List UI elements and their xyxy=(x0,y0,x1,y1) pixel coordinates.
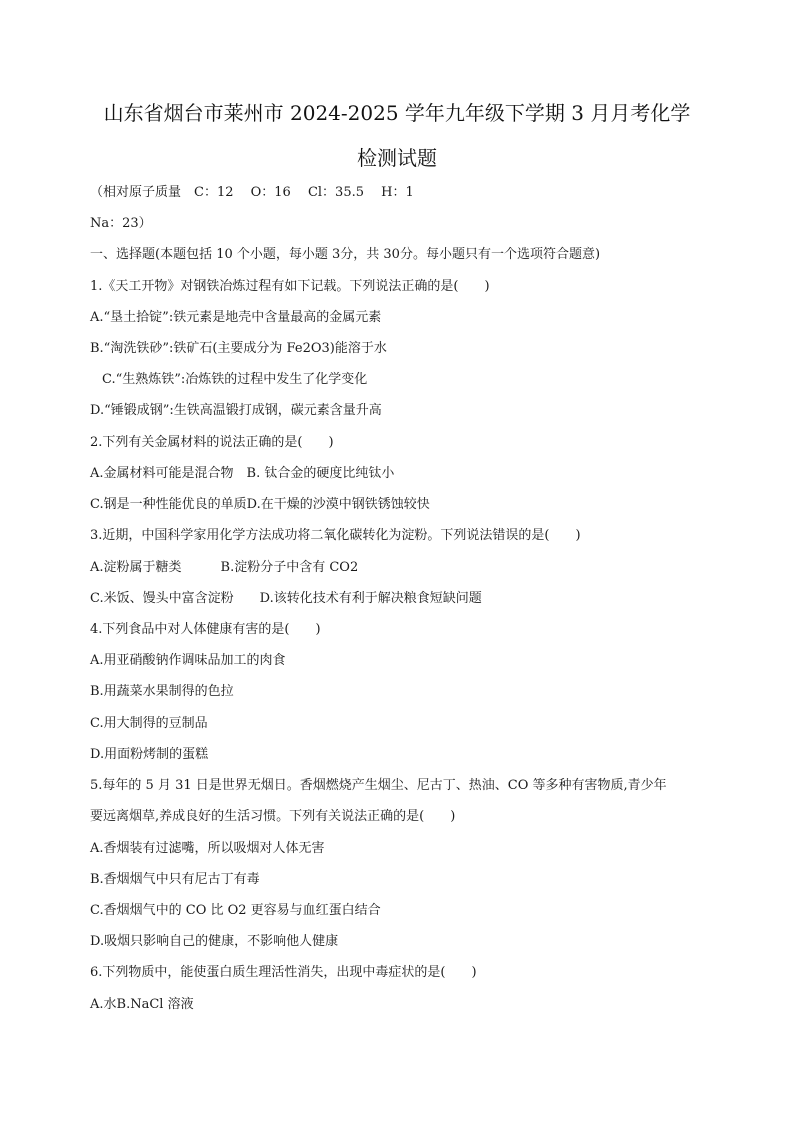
question-2-stem: 2.下列有关金属材料的说法正确的是( ) xyxy=(90,435,334,450)
question-3-stem: 3.近期，中国科学家用化学方法成功将二氧化碳转化为淀粉。下列说法错误的是( ) xyxy=(90,528,581,543)
section-heading: 一、选择题(本题包括 10 个小题，每小题 3分，共 30分。每小题只有一个选项符合题意) xyxy=(90,247,601,262)
question-1-option-c: C.“生熟炼铁”:冶炼铁的过程中发生了化学变化 xyxy=(102,372,368,387)
question-5-stem-line-1: 5.每年的 5 月 31 日是世界无烟日。香烟燃烧产生烟尘、尼古丁、热油、CO 等多种有害物质,青少年 xyxy=(90,778,667,793)
question-6-options-ab: A.水B.NaCl 溶液 xyxy=(90,997,194,1012)
exam-title-line-2: 检测试题 xyxy=(357,146,437,170)
question-5-stem-line-2: 要远离烟草,养成良好的生活习惯。下列有关说法正确的是( ) xyxy=(90,809,456,824)
question-1-option-b: B.“淘洗铁砂”:铁矿石(主要成分为 Fe2O3)能溶于水 xyxy=(90,341,387,356)
question-1-option-a: A.“垦土拾锭”:铁元素是地壳中含量最高的金属元素 xyxy=(90,310,382,325)
question-3-options-ab: A.淀粉属于糖类 B.淀粉分子中含有 CO2 xyxy=(90,560,359,575)
question-4-option-a: A.用亚硝酸钠作调味品加工的肉食 xyxy=(90,653,286,668)
question-1-option-d: D.“锤锻成钢”:生铁高温锻打成钢，碳元素含量升高 xyxy=(90,403,382,418)
question-5-option-c: C.香烟烟气中的 CO 比 O2 更容易与血红蛋白结合 xyxy=(90,903,381,918)
question-4-stem: 4.下列食品中对人体健康有害的是( ) xyxy=(90,622,321,637)
question-2-options-cd: C.钢是一种性能优良的单质D.在干燥的沙漠中钢铁锈蚀较快 xyxy=(90,497,430,512)
atomic-mass-note-line-2: Na：23） xyxy=(90,216,152,231)
question-5-option-b: B.香烟烟气中只有尼古丁有毒 xyxy=(90,872,260,887)
exam-title-line-1: 山东省烟台市莱州市 2024-2025 学年九年级下学期 3 月月考化学 xyxy=(103,101,691,125)
question-2-options-ab: A.金属材料可能是混合物 B. 钛合金的硬度比纯钛小 xyxy=(90,466,395,481)
question-5-option-d: D.吸烟只影响自己的健康，不影响他人健康 xyxy=(90,934,339,949)
question-4-option-c: C.用大制得的豆制品 xyxy=(90,716,208,731)
question-5-option-a: A.香烟装有过滤嘴，所以吸烟对人体无害 xyxy=(90,841,325,856)
question-4-option-d: D.用面粉烤制的蛋糕 xyxy=(90,747,209,762)
question-6-stem: 6.下列物质中，能使蛋白质生理活性消失，出现中毒症状的是( ) xyxy=(90,965,477,980)
question-3-options-cd: C.米饭、馒头中富含淀粉 D.该转化技术有利于解决粮食短缺问题 xyxy=(90,591,482,606)
atomic-mass-note-line-1: （相对原子质量 C：12 O：16 Cl：35.5 H：1 xyxy=(90,185,414,200)
question-4-option-b: B.用蔬菜水果制得的色拉 xyxy=(90,684,234,699)
question-1-stem: 1.《天工开物》对钢铁冶炼过程有如下记载。下列说法正确的是( ) xyxy=(90,279,490,294)
